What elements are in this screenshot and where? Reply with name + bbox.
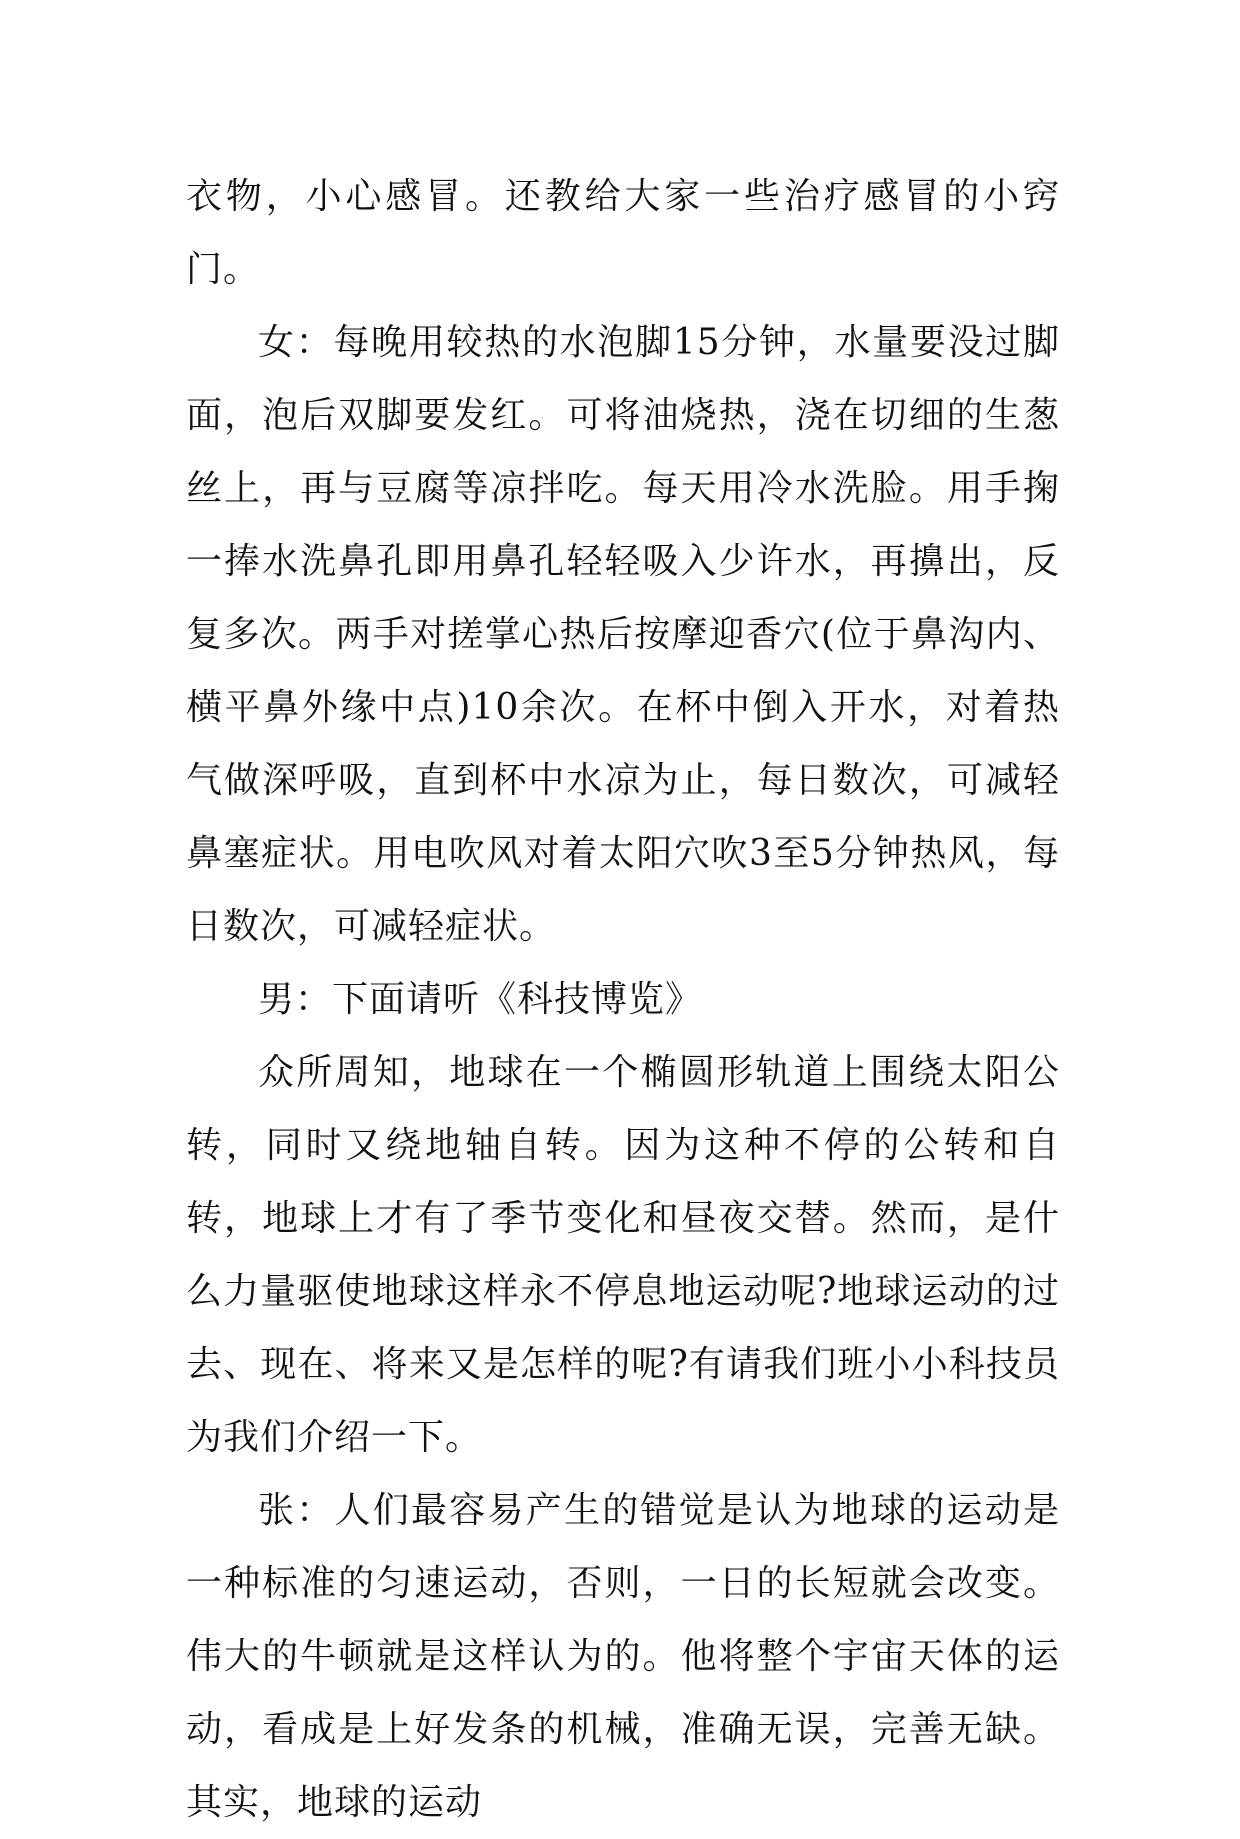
paragraph-cold-remedies: 女：每晚用较热的水泡脚15分钟，水量要没过脚面，泡后双脚要发红。可将油烧热，浇在切细的生葱丝上，再与豆腐等凉拌吃。每天用冷水洗脸。用手掬一捧水洗鼻孔即用鼻孔轻轻吸入少许水，再擤出，反复多次。两手对搓掌心热后按摩迎香穴(位于鼻沟内、横平鼻外缘中点)10余次。在杯中倒入开水，对着热气做深呼吸，直到杯中水凉为止，每日数次，可减轻鼻塞症状。用电吹风对着太阳穴吹3至5分钟热风，每日数次，可减轻症状。 [186,322,1060,947]
paragraph-continuation: 衣物，小心感冒。还教给大家一些治疗感冒的小窍门。 [186,176,1060,290]
document-body [186,160,1060,1839]
paragraph-tech-intro: 男：下面请听《科技博览》 [258,979,703,1020]
paragraph-misconception: 张：人们最容易产生的错觉是认为地球的运动是一种标准的匀速运动，否则，一日的长短就会改变。伟大的牛顿就是这样认为的。他将整个宇宙天体的运动，看成是上好发条的机械，准确无误，完善无缺。其实，地球的运动 [186,1490,1060,1823]
paragraph-earth-motion: 众所周知，地球在一个椭圆形轨道上围绕太阳公转，同时又绕地轴自转。因为这种不停的公转和自转，地球上才有了季节变化和昼夜交替。然而，是什么力量驱使地球这样永不停息地运动呢?地球运动的过去、现在、将来又是怎样的呢?有请我们班小小科技员为我们介绍一下。 [186,1052,1060,1458]
